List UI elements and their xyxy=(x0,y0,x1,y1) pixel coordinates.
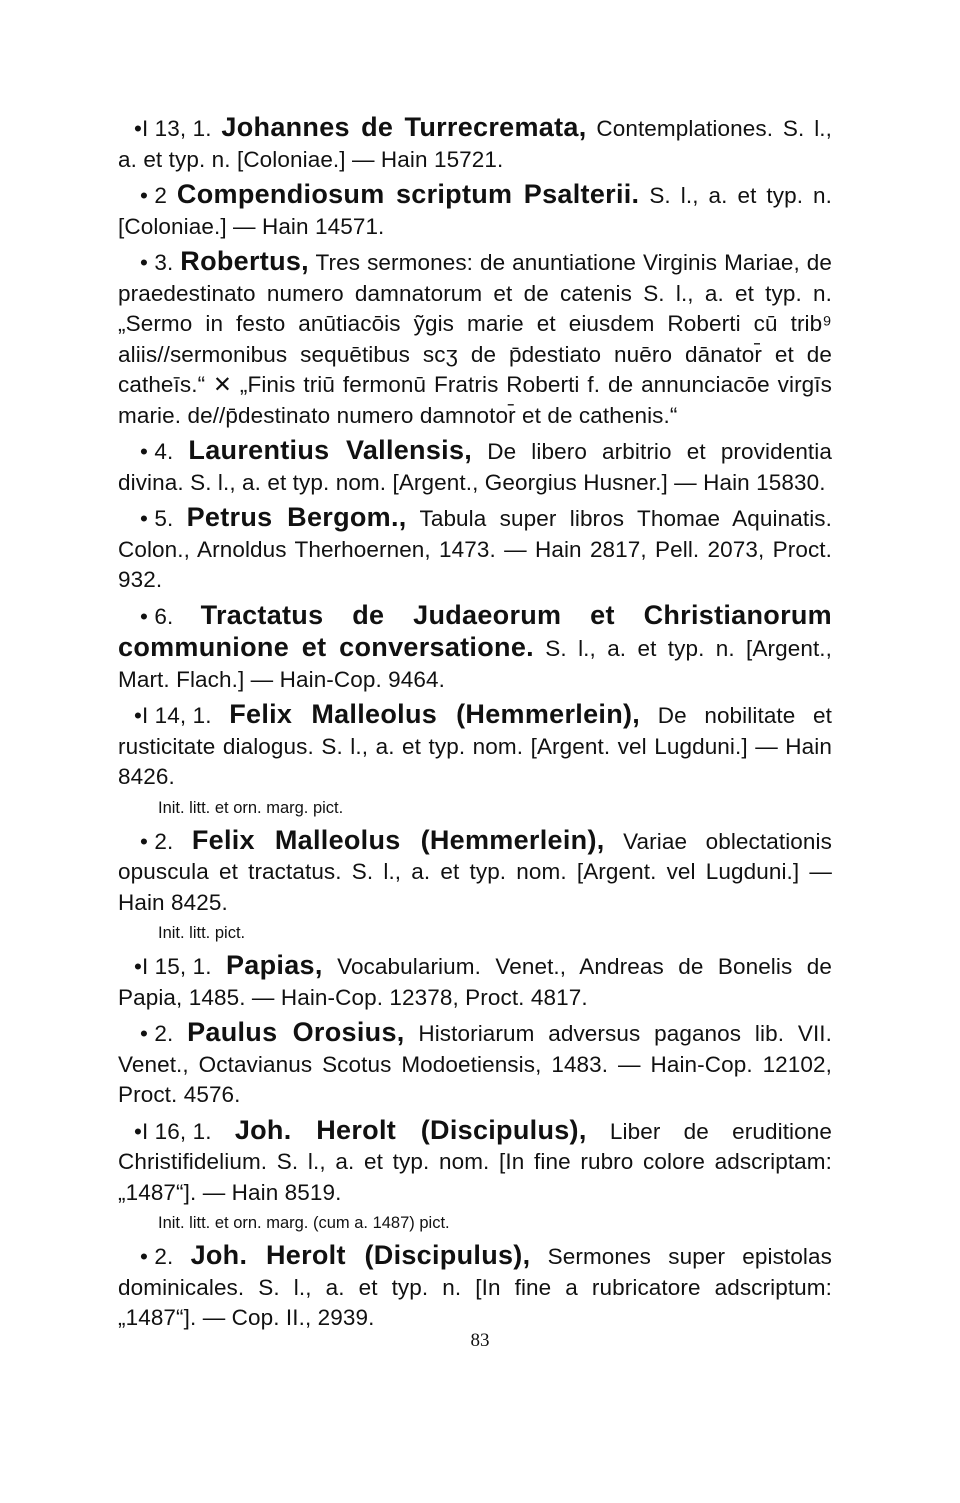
entry-heading: Laurentius Vallensis, xyxy=(188,435,473,465)
entry-description: Sermones super epistolas dominicales. S. l., a. et typ. n. [In fine a rubricatore adscriptum: „1487“]. — Cop. II., 2939. xyxy=(118,1244,832,1330)
entry-number: • 2 xyxy=(140,183,167,208)
entry-text xyxy=(118,1115,832,1209)
entry-number: •I 13, 1. xyxy=(134,116,212,141)
entry-description: Variae oblectationis opuscula et tractatus. S. l., a. et typ. nom. [Argent. vel Lugduni.] — Hain 8425. xyxy=(118,828,832,915)
catalogue-entry xyxy=(118,950,832,1013)
page-number: 83 xyxy=(470,1330,490,1351)
entry-number: •I 16, 1. xyxy=(134,1118,212,1144)
catalogue-entry xyxy=(118,179,832,242)
entry-number: • 2. xyxy=(140,1244,174,1269)
entry-heading: Johannes de Turrecremata, xyxy=(221,112,587,142)
catalogue-entry xyxy=(118,825,832,945)
entry-text xyxy=(118,502,832,596)
entry-heading: Felix Malleolus (Hemmerlein), xyxy=(229,699,641,729)
entry-number: • 3. xyxy=(140,250,174,275)
catalogue-entry xyxy=(118,246,832,431)
entry-number: • 4. xyxy=(140,439,174,464)
entry-number: • 5. xyxy=(140,506,174,531)
entry-note: Init. litt. et orn. marg. pict. xyxy=(158,798,344,817)
entry-number: •I 14, 1. xyxy=(134,703,212,728)
entry-text xyxy=(118,600,832,696)
entry-heading: Tractatus de Judaeorum et Christianorum communione et conversatione. xyxy=(118,599,832,662)
entry-text xyxy=(118,1240,832,1334)
catalogue-entry xyxy=(118,502,832,596)
entry-text xyxy=(118,246,832,431)
entry-text xyxy=(118,950,832,1013)
catalogue-entry xyxy=(118,1017,832,1111)
entry-list xyxy=(118,112,832,1334)
catalogue-entry xyxy=(118,1115,832,1235)
entry-description: Historiarum adversus paganos lib. VII. Venet., Octavianus Scotus Modoetiensis, 1483. — Hain-Cop. 12102, Proct. 4576. xyxy=(118,1021,832,1107)
entry-description: Tabula super libros Thomae Aquinatis. Colon., Arnoldus Therhoernen, 1473. — Hain 2817, Pell. 2073, Proct. 932. xyxy=(118,506,832,592)
entry-number: • 2. xyxy=(140,828,174,854)
entry-note: Init. litt. pict. xyxy=(158,924,246,942)
entry-text xyxy=(118,1017,832,1111)
entry-description: S. l., a. et typ. n. [Coloniae.] — Hain 14571. xyxy=(118,183,832,239)
entry-heading: Compendiosum scriptum Psalterii. xyxy=(176,179,640,209)
entry-heading: Papias, xyxy=(226,950,323,980)
catalogue-entry xyxy=(118,1240,832,1334)
entry-heading: Joh. Herolt (Discipulus), xyxy=(190,1240,531,1270)
entry-description: Tres sermones: de anuntiatione Virginis Mariae, de praedestinato numero damnatorum et de catenis S. l., a. et typ. n. „Sermo in festo anūtiacōis ỹgis marie et eiusdem Roberti cū trib⁹ aliis//sermonibus sequētibus scʒ de p̄destiato nuēro dānator̄ et de catheīs.“ ✕ „Finis triū fermonū Fratris Roberti f. de annunciacōe virgīs marie. de//p̄destinato numero damnotor̄ et de cathenis.“ xyxy=(118,250,832,428)
entry-description: De nobilitate et rusticitate dialogus. S. l., a. et typ. nom. [Argent. vel Lugduni.] — Hain 8426. xyxy=(118,703,832,789)
entry-number: •I 15, 1. xyxy=(134,954,212,979)
entry-description: S. l., a. et typ. n. [Argent., Mart. Flach.] — Hain-Cop. 9464. xyxy=(118,636,832,692)
entry-description: Contemplationes. S. l., a. et typ. n. [Coloniae.] — Hain 15721. xyxy=(118,116,833,172)
entry-heading: Joh. Herolt (Discipulus), xyxy=(234,1114,587,1145)
entry-note: Init. litt. et orn. marg. (cum a. 1487) pict. xyxy=(158,1214,450,1232)
entry-heading: Petrus Bergom., xyxy=(186,502,407,532)
entry-text xyxy=(118,179,832,242)
entry-description: Liber de eruditione Christifidelium. S. l., a. et typ. nom. [In fine rubro colore adscriptam: „1487“]. — Hain 8519. xyxy=(118,1118,832,1205)
entry-description: Vocabularium. Venet., Andreas de Bonelis de Papia, 1485. — Hain-Cop. 12378, Proct. 4817. xyxy=(118,954,832,1010)
entry-text xyxy=(118,699,832,793)
entry-text xyxy=(118,825,832,919)
entry-heading: Paulus Orosius, xyxy=(187,1017,405,1047)
catalogue-entry xyxy=(118,699,832,819)
catalogue-entry xyxy=(118,112,832,175)
catalogue-entry xyxy=(118,435,832,498)
catalogue-entry xyxy=(118,600,832,696)
entry-description: De libero arbitrio et providentia divina. S. l., a. et typ. nom. [Argent., Georgius Husner.] — Hain 15830. xyxy=(118,439,832,495)
entry-number: • 2. xyxy=(140,1021,174,1046)
entry-heading: Felix Malleolus (Hemmerlein), xyxy=(191,824,605,855)
entry-text xyxy=(118,112,832,175)
entry-text xyxy=(118,435,832,498)
entry-number: • 6. xyxy=(140,603,174,629)
entry-heading: Robertus, xyxy=(180,246,309,276)
